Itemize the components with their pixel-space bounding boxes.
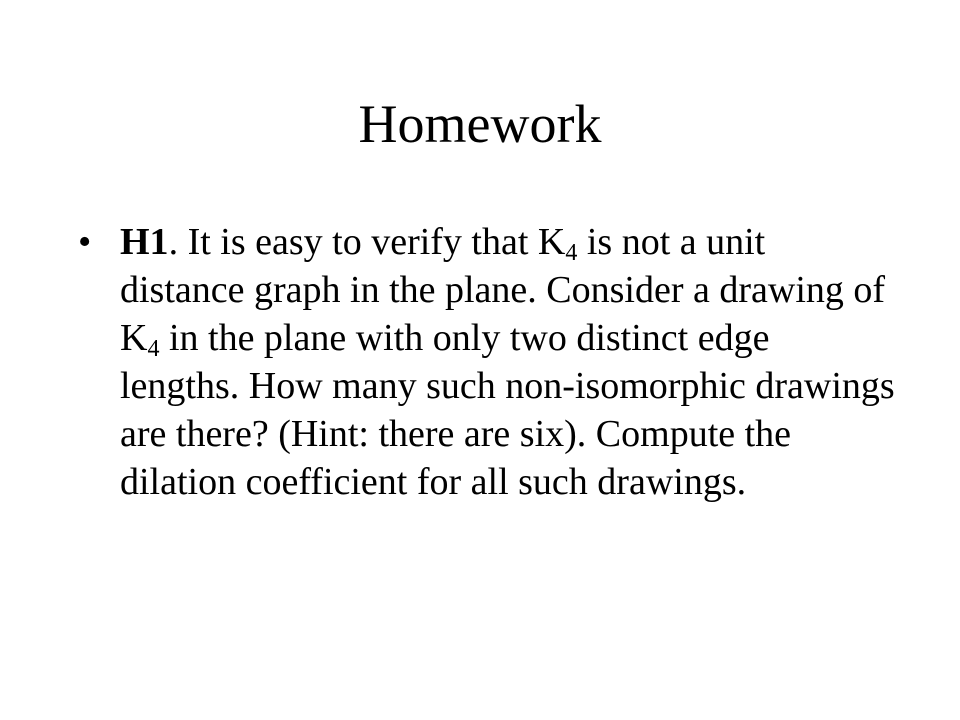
bullet-list [78, 218, 898, 506]
bullet-text [120, 218, 898, 506]
homework-label: H1 [120, 221, 169, 263]
k-subscript-second: 4 [147, 336, 160, 362]
bullet-marker: • [78, 221, 92, 263]
bullet-text-part-3: in the plane with only two distinct edge lengths. How many such non-isomorphic drawings are there? (Hint: there are six). Compute the dilation coefficient for all such drawings. [120, 317, 895, 503]
bullet-text-part-2: is not a unit distance graph in the plane. Consider a drawing of K [120, 221, 886, 359]
slide-title: Homework [358, 94, 602, 154]
k-subscript-first: 4 [565, 240, 578, 266]
bullet-text-part-1: . It is easy to verify that K [168, 221, 566, 263]
bullet-item-h1 [78, 218, 898, 506]
